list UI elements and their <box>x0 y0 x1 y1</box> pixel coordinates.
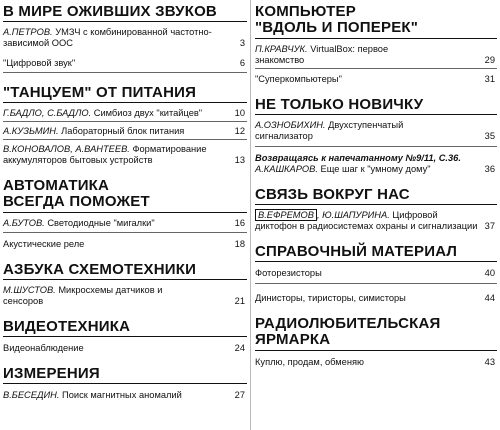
toc-entry[interactable] <box>255 357 497 368</box>
toc-entry[interactable] <box>255 268 497 284</box>
toc-entry[interactable] <box>3 239 247 250</box>
section-title: НЕ ТОЛЬКО НОВИЧКУ <box>255 97 497 115</box>
author: Г.БАДЛО, С.БАДЛО. <box>3 108 92 118</box>
entry-title: Цифровой диктофон в радиосистемах охраны и сигнализации <box>255 210 478 231</box>
entry-title: Лабораторный блок питания <box>58 126 185 136</box>
toc-entry[interactable] <box>3 27 247 49</box>
page-number: 16 <box>234 218 245 228</box>
toc-entry[interactable] <box>255 293 497 304</box>
section-title-line: ВСЕГДА ПОМОЖЕТ <box>3 193 150 210</box>
page-number: 3 <box>239 38 245 48</box>
section-title: СПРАВОЧНЫЙ МАТЕРИАЛ <box>255 244 497 262</box>
author-highlighted: В.ЕФРЕМОВ <box>255 209 317 221</box>
section-title: ВИДЕОТЕХНИКА <box>3 319 247 337</box>
author: А.ОЗНОБИХИН. <box>255 120 326 130</box>
author: А.КУЗЬМИН. <box>3 126 59 136</box>
toc-entry[interactable] <box>255 74 497 85</box>
page-number: 37 <box>484 221 495 231</box>
section-market <box>255 316 497 368</box>
section-title <box>255 4 497 39</box>
entry-title: Фоторезисторы <box>255 268 322 278</box>
page-number: 6 <box>239 58 245 68</box>
author: , Ю.ШАПУРИНА. <box>316 210 390 220</box>
entry-title: Куплю, продам, обменяю <box>255 357 364 367</box>
page-number: 24 <box>234 343 245 353</box>
column-divider <box>250 0 251 430</box>
page-number: 10 <box>234 108 245 118</box>
page-number: 12 <box>234 126 245 136</box>
toc-entry[interactable] <box>3 343 247 354</box>
section-title: "ТАНЦУЕМ" ОТ ПИТАНИЯ <box>3 85 247 103</box>
section-title <box>255 316 497 351</box>
author: А.БУТОВ. <box>3 218 45 228</box>
page-number: 27 <box>234 390 245 400</box>
section-title-line: "ВДОЛЬ И ПОПЕРЕК" <box>255 19 419 36</box>
page-number: 36 <box>484 164 495 174</box>
entry-title: Видеонаблюдение <box>3 343 84 353</box>
entry-title: Поиск магнитных аномалий <box>59 390 182 400</box>
author: П.КРАВЧУК. <box>255 44 308 54</box>
entry-title: УМЗЧ с комбинированной частотно-зависимой ООС <box>3 27 212 48</box>
section-circuits <box>3 262 247 307</box>
section-measurements <box>3 366 247 401</box>
toc-entry[interactable] <box>255 210 497 232</box>
toc-entry[interactable] <box>3 285 247 307</box>
author: В.КОНОВАЛОВ, А.ВАНТЕЕВ. <box>3 144 130 154</box>
section-title: СВЯЗЬ ВОКРУГ НАС <box>255 187 497 205</box>
section-computer <box>255 4 497 85</box>
entry-title: "Суперкомпьютеры" <box>255 74 342 84</box>
toc-entry[interactable] <box>3 144 247 166</box>
toc-entry[interactable] <box>3 108 247 122</box>
section-power <box>3 85 247 166</box>
entry-title: Симбиоз двух "китайцев" <box>91 108 203 118</box>
author: А.ПЕТРОВ. <box>3 27 53 37</box>
section-video <box>3 319 247 354</box>
section-title-line: КОМПЬЮТЕР <box>255 3 356 20</box>
section-communication <box>255 187 497 232</box>
page-number: 35 <box>484 131 495 141</box>
reference-note: Возвращаясь к напечатанному №9/11, С.36. <box>255 153 461 163</box>
toc-entry[interactable] <box>255 153 497 175</box>
left-column <box>3 0 247 401</box>
page-number: 40 <box>484 268 495 278</box>
entry-title: Динисторы, тиристоры, симисторы <box>255 293 406 303</box>
entry-title: Акустические реле <box>3 239 85 249</box>
author: В.БЕСЕДИН. <box>3 390 60 400</box>
page-number: 29 <box>484 55 495 65</box>
entry-title: "Цифровой звук" <box>3 58 76 68</box>
entry-title: Форматирование аккумуляторов бытовых устройств <box>3 144 207 165</box>
page-number: 31 <box>484 74 495 84</box>
page-number: 18 <box>234 239 245 249</box>
section-title <box>3 178 247 213</box>
section-reference <box>255 244 497 304</box>
author: М.ШУСТОВ. <box>3 285 56 295</box>
author: А.КАШКАРОВ. <box>255 164 318 174</box>
section-title-line: РАДИОЛЮБИТЕЛЬСКАЯ <box>255 315 441 332</box>
entry-title: Еще шаг к "умному дому" <box>317 164 431 174</box>
toc-entry[interactable] <box>3 58 247 73</box>
page-number: 21 <box>234 296 245 306</box>
section-sounds <box>3 4 247 73</box>
right-column <box>255 0 497 368</box>
section-title-line: АВТОМАТИКА <box>3 177 110 194</box>
toc-entry[interactable] <box>255 44 497 69</box>
section-title: АЗБУКА СХЕМОТЕХНИКИ <box>3 262 247 280</box>
entry-title: VirtualBox: первое знакомство <box>255 44 389 65</box>
section-automation <box>3 178 247 250</box>
entry-title: Двухступенчатый сигнализатор <box>255 120 404 141</box>
section-title: ИЗМЕРЕНИЯ <box>3 366 247 384</box>
page-number: 13 <box>234 155 245 165</box>
page-number: 43 <box>484 357 495 367</box>
entry-title: Светодиодные "мигалки" <box>44 218 155 228</box>
toc-entry[interactable] <box>255 120 497 147</box>
toc-entry[interactable] <box>3 390 247 401</box>
entry-title: Микросхемы датчиков и сенсоров <box>3 285 163 306</box>
page-number: 44 <box>484 293 495 303</box>
section-beginner <box>255 97 497 175</box>
toc-entry[interactable] <box>3 126 247 140</box>
section-title-line: ЯРМАРКА <box>255 331 331 348</box>
toc-entry[interactable] <box>3 218 247 233</box>
section-title: В МИРЕ ОЖИВШИХ ЗВУКОВ <box>3 4 247 22</box>
